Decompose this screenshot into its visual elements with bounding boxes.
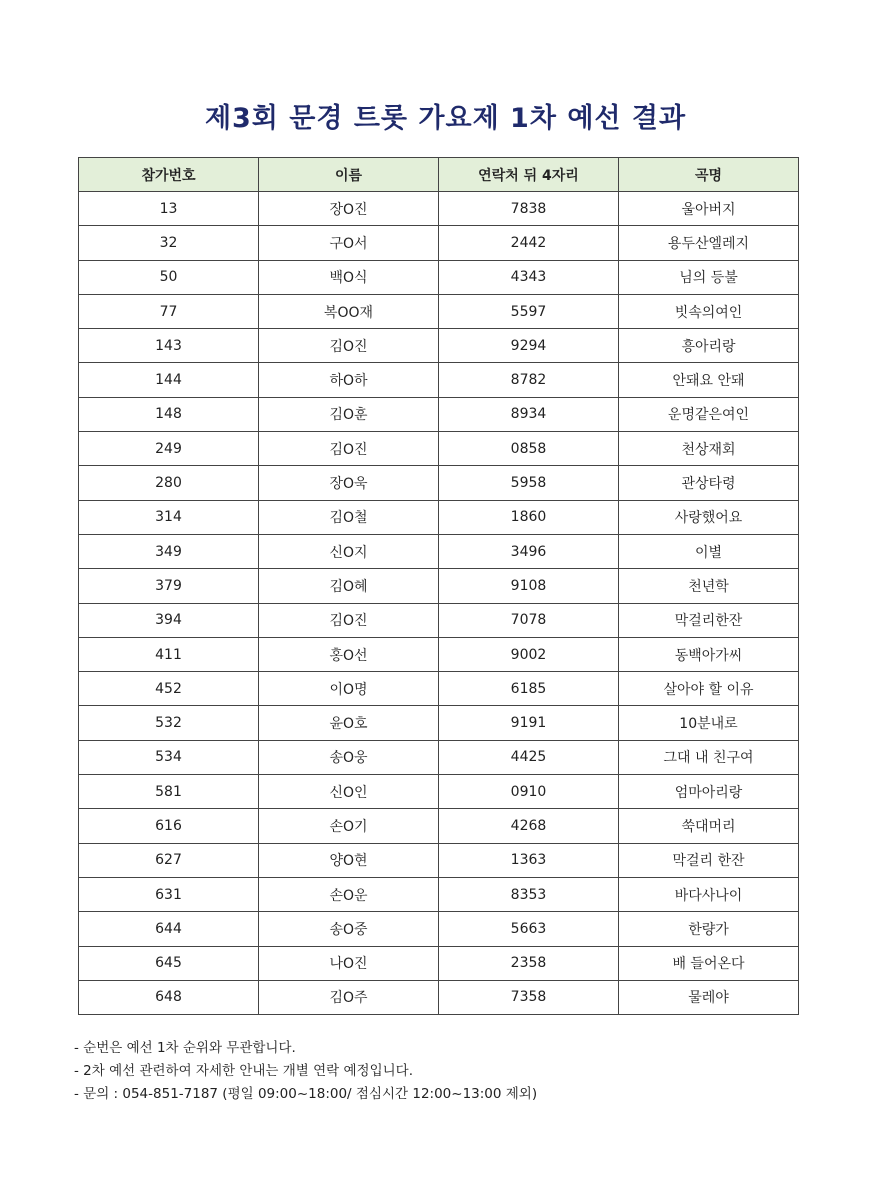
table-row [79,260,799,294]
table-row [79,363,799,397]
table-row [79,294,799,328]
cell-phone-last4: 2358 [439,946,619,980]
cell-phone-last4: 0910 [439,775,619,809]
cell-phone-last4: 9294 [439,329,619,363]
cell-entry-number: 648 [79,980,259,1014]
cell-song-title: 천상재회 [619,432,799,466]
cell-phone-last4: 5663 [439,912,619,946]
cell-name: 김O혜 [259,569,439,603]
cell-phone-last4: 9002 [439,637,619,671]
cell-entry-number: 379 [79,569,259,603]
cell-song-title: 님의 등불 [619,260,799,294]
table-row [79,466,799,500]
header-phone-last4: 연락처 뒤 4자리 [439,158,619,192]
table-row [79,672,799,706]
table-row [79,980,799,1014]
table-row [79,706,799,740]
cell-entry-number: 349 [79,534,259,568]
table-row [79,603,799,637]
page-title: 제3회 문경 트롯 가요제 1차 예선 결과 [204,103,687,134]
cell-song-title: 바다사나이 [619,877,799,911]
cell-name: 신O인 [259,775,439,809]
cell-song-title: 배 들어온다 [619,946,799,980]
cell-name: 홍O선 [259,637,439,671]
cell-phone-last4: 1363 [439,843,619,877]
table-body [79,192,799,1015]
cell-entry-number: 32 [79,226,259,260]
cell-phone-last4: 8934 [439,397,619,431]
table-row [79,192,799,226]
cell-name: 김O주 [259,980,439,1014]
cell-entry-number: 581 [79,775,259,809]
cell-song-title: 운명같은여인 [619,397,799,431]
cell-entry-number: 394 [79,603,259,637]
cell-entry-number: 143 [79,329,259,363]
cell-name: 김O진 [259,329,439,363]
cell-song-title: 살아야 할 이유 [619,672,799,706]
cell-song-title: 막걸리 한잔 [619,843,799,877]
cell-song-title: 막걸리한잔 [619,603,799,637]
cell-song-title: 안돼요 안돼 [619,363,799,397]
cell-phone-last4: 7838 [439,192,619,226]
results-table [78,157,799,1015]
cell-song-title: 흥아리랑 [619,329,799,363]
cell-entry-number: 144 [79,363,259,397]
cell-phone-last4: 4425 [439,740,619,774]
cell-entry-number: 627 [79,843,259,877]
cell-name: 김O진 [259,603,439,637]
cell-entry-number: 13 [79,192,259,226]
cell-phone-last4: 7078 [439,603,619,637]
table-row [79,775,799,809]
cell-name: 김O철 [259,500,439,534]
cell-entry-number: 645 [79,946,259,980]
cell-entry-number: 631 [79,877,259,911]
table-header-row [79,158,799,192]
cell-name: 송O중 [259,912,439,946]
cell-song-title: 그대 내 친구여 [619,740,799,774]
cell-entry-number: 452 [79,672,259,706]
cell-name: 장O진 [259,192,439,226]
cell-phone-last4: 5958 [439,466,619,500]
cell-song-title: 이별 [619,534,799,568]
cell-name: 장O욱 [259,466,439,500]
table-row [79,226,799,260]
cell-name: 윤O호 [259,706,439,740]
table-row [79,432,799,466]
cell-name: 복OO재 [259,294,439,328]
cell-name: 손O운 [259,877,439,911]
table-row [79,397,799,431]
header-name: 이름 [259,158,439,192]
cell-name: 나O진 [259,946,439,980]
cell-song-title: 동백아가씨 [619,637,799,671]
table-row [79,912,799,946]
cell-name: 김O진 [259,432,439,466]
cell-song-title: 한량가 [619,912,799,946]
cell-name: 김O훈 [259,397,439,431]
cell-phone-last4: 3496 [439,534,619,568]
cell-phone-last4: 4268 [439,809,619,843]
cell-entry-number: 534 [79,740,259,774]
cell-entry-number: 249 [79,432,259,466]
cell-name: 하O하 [259,363,439,397]
cell-phone-last4: 9108 [439,569,619,603]
table-row [79,637,799,671]
cell-name: 신O지 [259,534,439,568]
cell-entry-number: 644 [79,912,259,946]
table-row [79,877,799,911]
cell-entry-number: 616 [79,809,259,843]
notes [74,1037,537,1106]
cell-phone-last4: 5597 [439,294,619,328]
table-row [79,329,799,363]
cell-song-title: 물레야 [619,980,799,1014]
cell-song-title: 울아버지 [619,192,799,226]
header-entry-number: 참가번호 [79,158,259,192]
note-item: - 문의 : 054-851-7187 (평일 09:00~18:00/ 점심시간 12:00~13:00 제외) [74,1086,538,1102]
cell-name: 송O웅 [259,740,439,774]
cell-entry-number: 148 [79,397,259,431]
table-row [79,843,799,877]
note-item: - 2차 예선 관련하여 자세한 안내는 개별 연락 예정입니다. [74,1063,413,1079]
note-item: - 순번은 예선 1차 순위와 무관합니다. [74,1040,296,1056]
cell-phone-last4: 8782 [439,363,619,397]
cell-song-title: 사랑했어요 [619,500,799,534]
cell-phone-last4: 2442 [439,226,619,260]
cell-name: 양O현 [259,843,439,877]
cell-phone-last4: 6185 [439,672,619,706]
cell-phone-last4: 0858 [439,432,619,466]
table-row [79,500,799,534]
cell-name: 백O식 [259,260,439,294]
header-song-title: 곡명 [619,158,799,192]
cell-name: 구O서 [259,226,439,260]
cell-phone-last4: 1860 [439,500,619,534]
cell-song-title: 천년학 [619,569,799,603]
table-row [79,809,799,843]
cell-entry-number: 50 [79,260,259,294]
cell-song-title: 10분내로 [619,706,799,740]
cell-phone-last4: 8353 [439,877,619,911]
cell-song-title: 쑥대머리 [619,809,799,843]
cell-phone-last4: 4343 [439,260,619,294]
cell-phone-last4: 9191 [439,706,619,740]
cell-entry-number: 77 [79,294,259,328]
cell-name: 이O명 [259,672,439,706]
table-row [79,946,799,980]
cell-song-title: 관상타령 [619,466,799,500]
cell-song-title: 빗속의여인 [619,294,799,328]
table-row [79,534,799,568]
cell-entry-number: 314 [79,500,259,534]
cell-song-title: 용두산엘레지 [619,226,799,260]
table-row [79,569,799,603]
cell-entry-number: 411 [79,637,259,671]
table-row [79,740,799,774]
cell-phone-last4: 7358 [439,980,619,1014]
cell-name: 손O기 [259,809,439,843]
cell-entry-number: 280 [79,466,259,500]
cell-song-title: 엄마아리랑 [619,775,799,809]
cell-entry-number: 532 [79,706,259,740]
